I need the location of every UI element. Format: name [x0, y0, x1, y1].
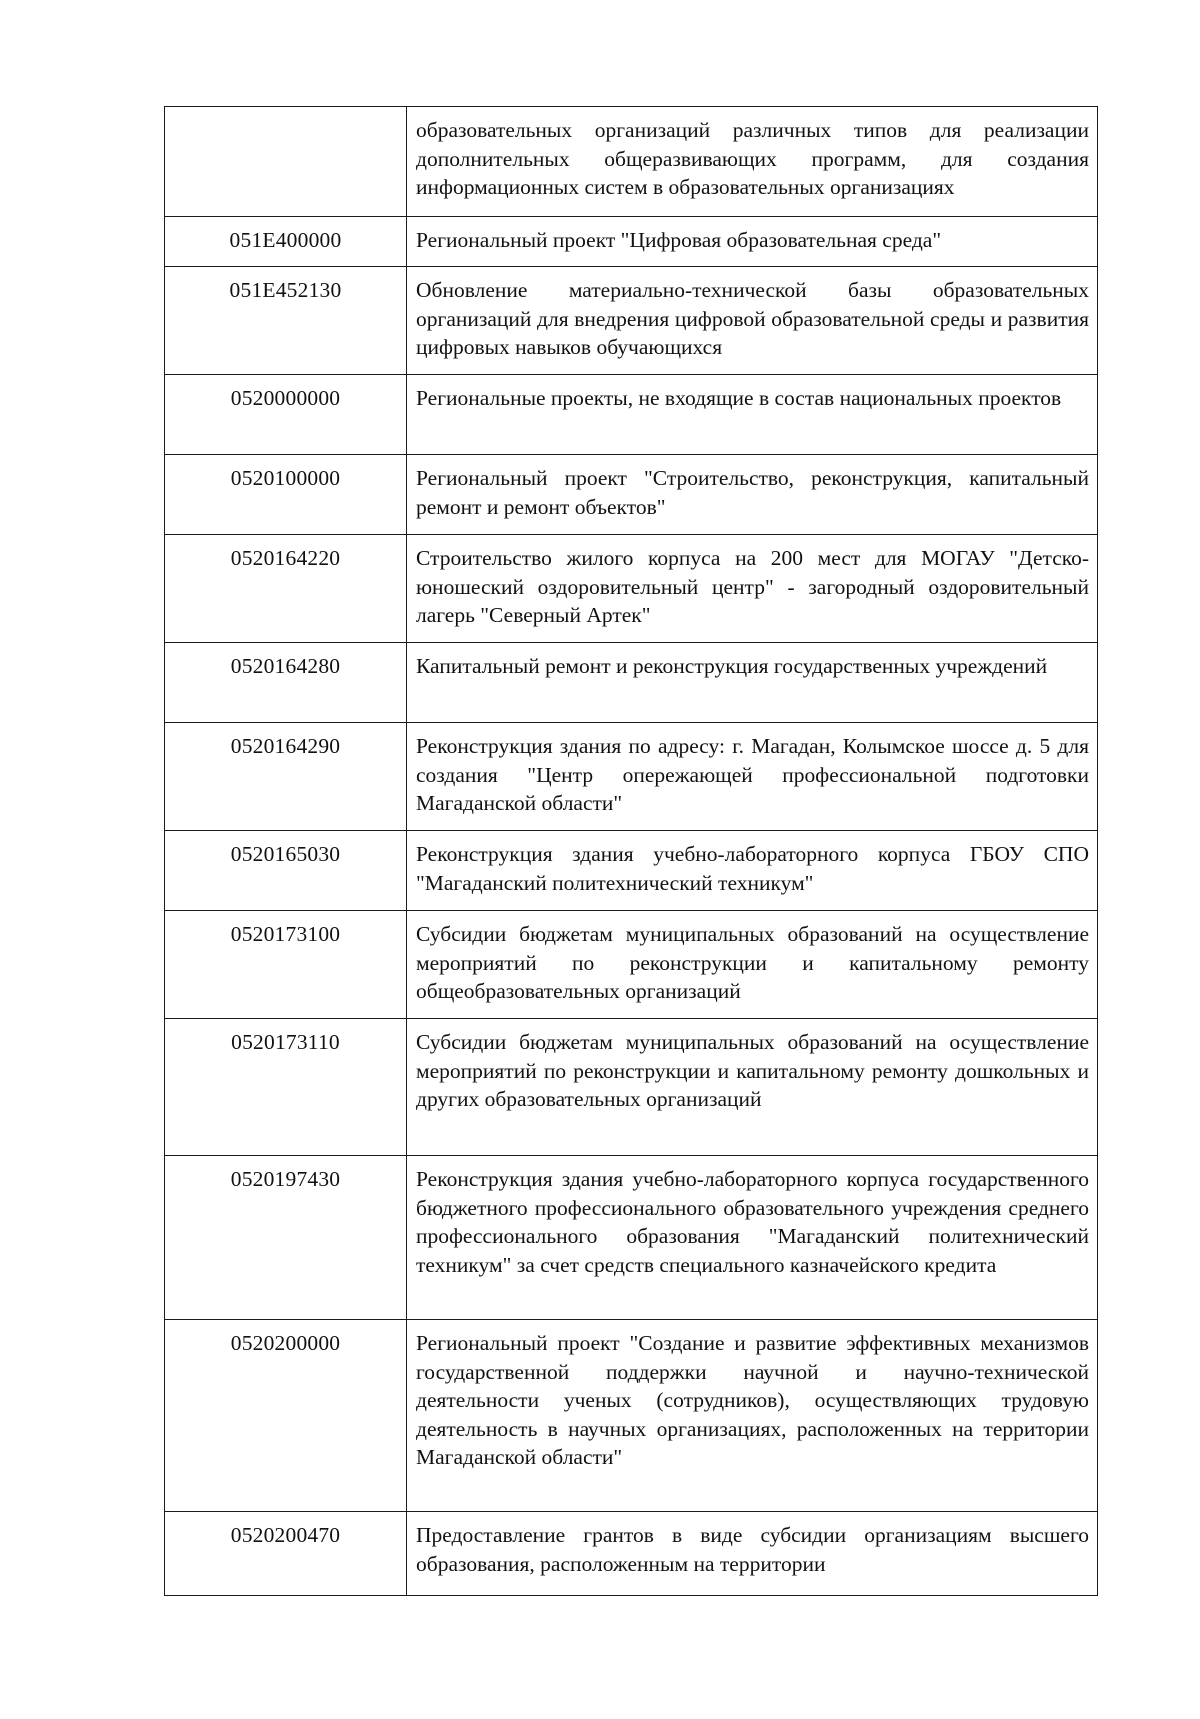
target-code-cell: 0520165030: [165, 831, 407, 911]
target-code-cell: 0520000000: [165, 375, 407, 455]
target-code-cell: 0520100000: [165, 455, 407, 535]
description-cell: Реконструкция здания учебно-лабораторного корпуса ГБОУ СПО "Магаданский политехнический техникум": [407, 831, 1098, 911]
description-cell: образовательных организаций различных типов для реализации дополнительных общеразвивающих программ, для создания информационных систем в образовательных организациях: [407, 107, 1098, 217]
table-row: [165, 643, 1098, 723]
table-row: [165, 1156, 1098, 1320]
target-code-cell: 051E400000: [165, 217, 407, 267]
table-row: [165, 535, 1098, 643]
target-code-cell: 051E452130: [165, 267, 407, 375]
table-row: [165, 217, 1098, 267]
target-code-cell: [165, 107, 407, 217]
description-cell: Региональный проект "Создание и развитие эффективных механизмов государственной поддержки научной и научно-технической деятельности ученых (сотрудников), осуществляющих трудовую деятельность в научных организациях, расположенных на территории Магаданской области": [407, 1320, 1098, 1512]
table-row: [165, 267, 1098, 375]
description-cell: Обновление материально-технической базы образовательных организаций для внедрения цифровой образовательной среды и развития цифровых навыков обучающихся: [407, 267, 1098, 375]
target-code-cell: 0520164220: [165, 535, 407, 643]
target-code-cell: 0520164290: [165, 723, 407, 831]
target-code-cell: 0520173100: [165, 911, 407, 1019]
table-row: [165, 455, 1098, 535]
description-cell: Реконструкция здания по адресу: г. Магадан, Колымское шоссе д. 5 для создания "Центр опережающей профессиональной подготовки Магаданской области": [407, 723, 1098, 831]
description-cell: Строительство жилого корпуса на 200 мест для МОГАУ "Детско-юношеский оздоровительный центр" - загородный оздоровительный лагерь "Северный Артек": [407, 535, 1098, 643]
classification-table: [164, 106, 1098, 1596]
description-cell: Реконструкция здания учебно-лабораторного корпуса государственного бюджетного профессионального образовательного учреждения среднего профессионального образования "Магаданский политехнический техникум" за счет средств специального казначейского кредита: [407, 1156, 1098, 1320]
description-cell: Предоставление грантов в виде субсидии организациям высшего образования, расположенным на территории: [407, 1512, 1098, 1596]
table-row: [165, 1512, 1098, 1596]
target-code-cell: 0520173110: [165, 1019, 407, 1156]
description-cell: Региональный проект "Цифровая образовательная среда": [407, 217, 1098, 267]
description-cell: Региональный проект "Строительство, реконструкция, капитальный ремонт и ремонт объектов": [407, 455, 1098, 535]
target-code-cell: 0520164280: [165, 643, 407, 723]
table-row: [165, 1019, 1098, 1156]
table-row: [165, 723, 1098, 831]
table-row: [165, 375, 1098, 455]
description-cell: Капитальный ремонт и реконструкция государственных учреждений: [407, 643, 1098, 723]
description-cell: Субсидии бюджетам муниципальных образований на осуществление мероприятий по реконструкции и капитальному ремонту дошкольных и других образовательных организаций: [407, 1019, 1098, 1156]
target-code-cell: 0520197430: [165, 1156, 407, 1320]
target-code-cell: 0520200470: [165, 1512, 407, 1596]
table-row: [165, 107, 1098, 217]
table-body: [165, 107, 1098, 1596]
table-row: [165, 831, 1098, 911]
target-code-cell: 0520200000: [165, 1320, 407, 1512]
description-cell: Региональные проекты, не входящие в состав национальных проектов: [407, 375, 1098, 455]
table-row: [165, 1320, 1098, 1512]
description-cell: Субсидии бюджетам муниципальных образований на осуществление мероприятий по реконструкции и капитальному ремонту общеобразовательных организаций: [407, 911, 1098, 1019]
table-row: [165, 911, 1098, 1019]
